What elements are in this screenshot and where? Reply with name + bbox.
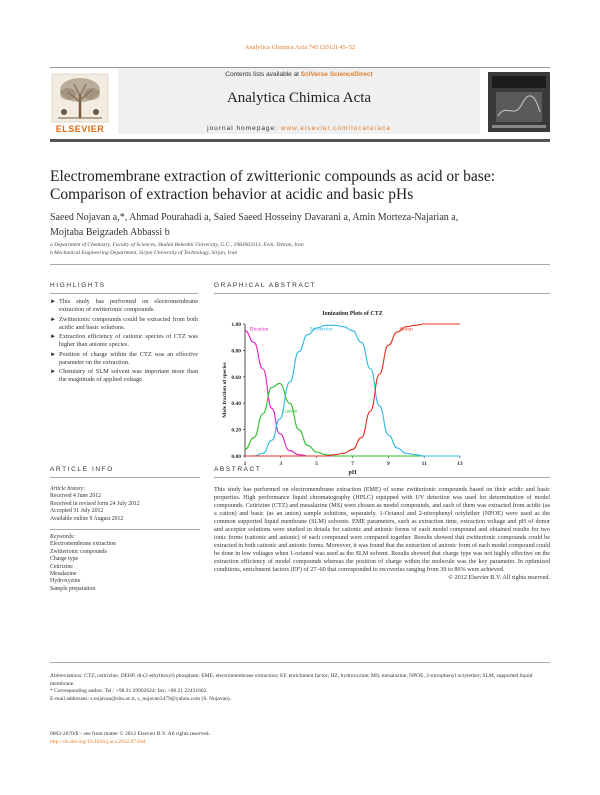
x-tick-label: 3 <box>279 461 283 467</box>
y-tick-label: 0.80 <box>231 348 241 355</box>
x-tick-label: 11 <box>421 461 427 467</box>
x-tick-label: 13 <box>457 461 463 467</box>
x-tick-label: 7 <box>351 461 354 467</box>
highlight-item <box>50 298 198 314</box>
authors-line-2[interactable]: Mojtaba Beigzadeh Abbassi b <box>50 227 170 238</box>
history-revised: Received in revised form 24 July 2012 <box>50 500 140 507</box>
page-footer <box>50 730 550 746</box>
article-info-heading: ARTICLE INFO <box>50 466 114 473</box>
history-accepted: Accepted 31 July 2012 <box>50 508 104 515</box>
y-axis-label: Mole fraction of species <box>222 362 228 418</box>
contents-prefix: Contents lists available at <box>225 71 301 78</box>
sciencedirect-link[interactable]: SciVerse ScienceDirect <box>300 71 373 78</box>
chart-title: Ionization Plots of CTZ <box>322 311 383 317</box>
affiliations <box>50 241 550 257</box>
homepage-link[interactable]: www.elsevier.com/locate/aca <box>280 125 391 132</box>
abstract-body <box>214 486 550 582</box>
abbreviations: Abbreviations: CTZ, cetirizine; DEHP, di-(2-ethylhexyl) phosphate; EME, electromembrane extraction; EF, enrichment factor; HZ, hydroxyzine; MS, mesalazine; NPOE, 2-nitrophenyl octylether; SLM, supported liquid membrane. <box>50 673 533 687</box>
x-tick-label: 1 <box>243 461 247 467</box>
keyword-item: Mesalazine <box>50 571 77 578</box>
history-online: Available online 9 August 2012 <box>50 515 124 522</box>
abstract-bottom-rule <box>50 662 550 663</box>
affiliation-a: a Department of Chemistry, Faculty of Sciences, Shahid Beheshti University, G.C., 1983963113, Evin, Tehran, Iran <box>50 242 304 248</box>
keyword-item: Hydroxyzine <box>50 578 81 585</box>
homepage-label: journal homepage: <box>207 125 281 132</box>
keywords-rule <box>50 529 200 530</box>
y-tick-label: 0.40 <box>231 401 241 408</box>
keywords-label: Keywords: <box>50 534 75 541</box>
keyword-item: Zwitterionic compounds <box>50 548 107 555</box>
highlights-list <box>50 298 198 386</box>
doi-link[interactable]: http://dx.doi.org/10.1016/j.aca.2012.07.044 <box>50 739 146 745</box>
journal-cover-thumbnail[interactable] <box>488 72 550 132</box>
history-received: Received 4 June 2012 <box>50 493 102 500</box>
bullet-icon: ► <box>50 315 57 323</box>
x-tick-label: 9 <box>386 461 390 467</box>
y-tick-label: 0.00 <box>231 454 241 460</box>
email-addresses[interactable]: E-mail addresses: s.nojavan@sbu.ac.ir, s_nojavan3479@yahoo.com (S. Nojavan). <box>50 695 231 702</box>
keyword-item: Sample preparation <box>50 585 96 592</box>
authors-line-1[interactable]: Saeed Nojavan a,*, Ahmad Pourahadi a, Saied Saeed Hosseiny Davarani a, Amin Morteza-Najarian a, <box>50 212 459 223</box>
keyword-item: Charge type <box>50 556 79 563</box>
affiliation-rule <box>50 264 550 265</box>
highlight-text: Zwitterionic compounds could be extracted from both acidic and basic solutions. <box>59 315 198 331</box>
issn-line: 0003-2670/$ – see front matter © 2012 Elsevier B.V. All rights reserved. <box>50 731 210 737</box>
x-tick-label: 5 <box>315 461 319 467</box>
highlights-heading: HIGHLIGHTS <box>50 282 106 289</box>
keyword-item: Electromembrane extraction <box>50 541 116 548</box>
highlight-text: Extraction efficiency of cationic species of CTZ was higher than anionic species. <box>59 333 198 348</box>
highlight-text: Position of charge within the CTZ was an effective parameter on the extraction. <box>59 350 198 366</box>
y-tick-label: 0.20 <box>231 427 241 434</box>
series-line-dication <box>245 331 460 456</box>
journal-reference[interactable]: Analytica Chimica Acta 745 (2012) 45–52 <box>244 44 356 51</box>
highlight-item <box>50 351 198 367</box>
ionization-plot-chart <box>215 306 475 476</box>
keyword-item: Cetirizine <box>50 563 73 570</box>
highlight-item <box>50 316 198 332</box>
copyright-notice: © 2012 Elsevier B.V. All rights reserved. <box>448 574 550 581</box>
author-list <box>50 210 550 240</box>
bullet-icon: ► <box>50 298 57 305</box>
highlight-item <box>50 368 198 384</box>
bullet-icon: ► <box>50 333 57 340</box>
journal-homepage <box>118 125 480 132</box>
abstract-heading: ABSTRACT <box>214 466 262 473</box>
series-line-zwitterion <box>245 325 460 456</box>
header-bottom-rule <box>50 139 550 142</box>
contents-available <box>118 71 480 78</box>
corresponding-author: * Corresponding author. Tel.: +98 21 29902624; fax: +98 21 22431662. <box>50 688 208 694</box>
series-label-dication: Dication <box>249 326 269 333</box>
title-line-2: Comparison of extraction behavior at acidic and basic pHs <box>50 186 414 203</box>
elsevier-wordmark[interactable]: ELSEVIER <box>55 124 105 134</box>
history-label: Article history: <box>50 486 86 492</box>
graphical-abstract-heading: GRAPHICAL ABSTRACT <box>214 282 317 289</box>
article-info <box>50 486 200 593</box>
y-tick-label: 1.00 <box>231 322 241 328</box>
bullet-icon: ► <box>50 368 57 375</box>
highlight-text: Chemistry of SLM solvent was important more than the magnitude of applied voltage. <box>59 368 198 383</box>
article-title <box>50 168 550 204</box>
journal-name: Analytica Chimica Acta <box>226 90 372 106</box>
series-line-cation <box>245 383 460 456</box>
abstract-text: This study has performed on electromembrane extraction (EME) of some zwitterionic compounds based on their acidic and basic properties. High performance liquid chromatography (HPLC) equipped with UV detection was used for determination of model compounds. Cetirizine (CTZ) and mesalazine (MS) were chosen as model compounds, and each of them was extracted from acidic (as a cation) and basic (as an anion) sample solutions, separately. 1-Octanol and 2-nitrophenyl octylether (NPOE) were used as the common supported liquid membrane (SLM) solvents. EME parameters, such as extraction time, extraction voltage and pH of donor and acceptor solutions were studied in details for cationic and anionic forms of each model compound and obtained results for two ionic forms (cationic and anionic) of each compound were compared together. Results showed that zwitterionic compounds could be extracted in both cationic and anionic forms. Moreover, it was found that the extraction of anionic form of each model compound could be done in low voltages when 1-octanol was used as the SLM solvent. Results showed that charge type was not highly effective on the extraction efficiency of model compounds whereas the position of charge within the molecule was the key parameter. In optimized conditions, enrichment factors (EF) of 27–60 that corresponded to recoveries ranging from 39 to 86% were achieved. <box>214 486 550 573</box>
elsevier-tree-logo <box>50 72 110 130</box>
abstract-rule <box>214 477 550 478</box>
highlight-text: This study has performed on electromembrane extraction of zwitterionic compounds. <box>59 298 198 313</box>
title-line-1: Electromembrane extraction of zwitterionic compounds as acid or base: <box>50 168 496 185</box>
affiliation-b: b Mechanical Engineering Department, Sirjan University of Technology, Sirjan, Iran <box>50 250 238 256</box>
highlights-rule <box>50 293 198 294</box>
series-line-anion <box>245 324 460 456</box>
x-axis-label: pH <box>348 470 357 476</box>
footnotes <box>50 673 550 703</box>
bullet-icon: ► <box>50 350 57 358</box>
highlight-item <box>50 333 198 349</box>
series-label-anion: Anion <box>399 326 413 333</box>
series-label-zwitterion: Zwitterion <box>309 326 333 333</box>
graphical-abstract-rule <box>214 293 550 294</box>
series-label-cation: Cation <box>282 408 298 415</box>
article-info-rule <box>50 477 200 478</box>
y-tick-label: 0.60 <box>231 374 241 381</box>
